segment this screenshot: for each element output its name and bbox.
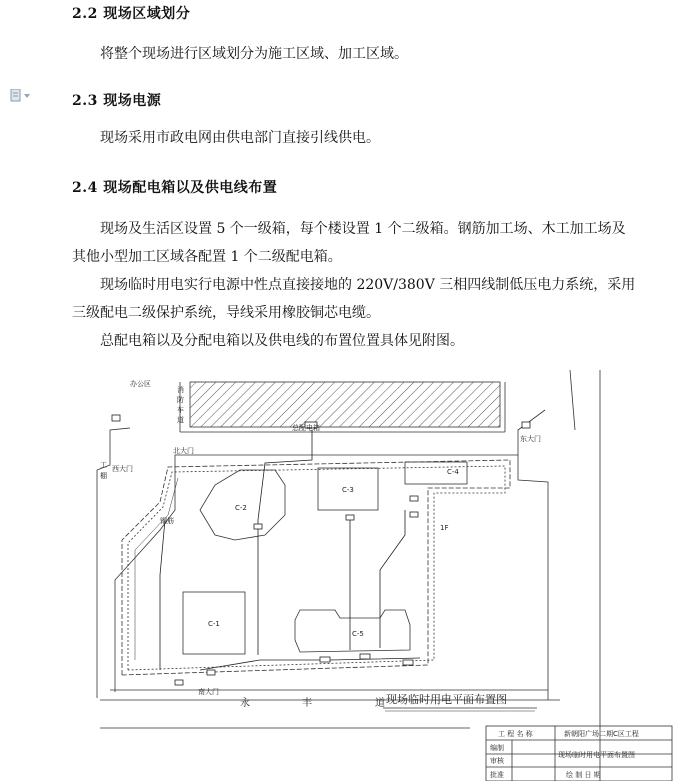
distribution-box bbox=[346, 515, 354, 520]
document-icon[interactable] bbox=[10, 89, 32, 103]
title-row-label: 审核 bbox=[490, 757, 504, 765]
distribution-box bbox=[207, 670, 215, 675]
label-work: 棚 bbox=[100, 472, 107, 480]
road-name: 永 bbox=[240, 698, 250, 709]
distribution-box bbox=[175, 680, 183, 685]
hatched-building-area bbox=[190, 382, 500, 427]
paragraph: 现场临时用电实行电源中性点直接接地的 220V/380V 三相四线制低压电力系统，采用 bbox=[100, 277, 636, 293]
title-project-name: 新朝阳广场二期C区工程 bbox=[564, 730, 639, 738]
road-name: 丰 bbox=[302, 698, 312, 709]
title-row-label: 编制 bbox=[490, 744, 504, 752]
title-date-label: 绘 制 日 期 bbox=[566, 771, 601, 779]
label-steel: 钢筋 bbox=[160, 517, 174, 525]
distribution-box bbox=[410, 496, 418, 501]
title-project-label: 工 程 名 称 bbox=[498, 730, 533, 738]
heading-2-4: 2.4 现场配电箱以及供电线布置 bbox=[72, 180, 278, 196]
distribution-box bbox=[360, 654, 370, 659]
label-fire-road: 道 bbox=[177, 416, 184, 424]
label-c3: C-3 bbox=[342, 486, 354, 494]
paragraph: 将整个现场进行区域划分为施工区域、加工区域。 bbox=[100, 46, 408, 62]
paragraph: 总配电箱以及分配电箱以及供电线的布置位置具体见附图。 bbox=[100, 333, 464, 349]
label-main-box: 总配电箱 bbox=[292, 424, 320, 432]
paragraph: 现场采用市政电网由供电部门直接引线供电。 bbox=[100, 130, 380, 146]
label-west-gate: 西大门 bbox=[112, 465, 133, 473]
distribution-box bbox=[254, 524, 262, 529]
label-c4: C-4 bbox=[447, 468, 459, 476]
title-row-label: 批准 bbox=[490, 771, 504, 779]
distribution-box bbox=[522, 422, 530, 428]
label-south-gate: 南大门 bbox=[198, 688, 219, 696]
distribution-box bbox=[403, 660, 413, 665]
label-c5: C-5 bbox=[352, 630, 364, 638]
chevron-down-icon bbox=[24, 94, 30, 98]
label-north-gate: 北大门 bbox=[173, 447, 194, 455]
distribution-box bbox=[112, 415, 120, 421]
label-east-gate: 东大门 bbox=[520, 435, 541, 443]
label-fire-road: 车 bbox=[177, 406, 184, 414]
label-c1: C-1 bbox=[208, 620, 220, 628]
distribution-box bbox=[410, 512, 418, 517]
paragraph: 现场及生活区设置 5 个一级箱，每个楼设置 1 个二级箱。钢筋加工场、木工加工场及 bbox=[100, 221, 626, 237]
label-1f: 1F bbox=[440, 524, 449, 532]
paragraph-continuation: 其他小型加工区域各配置 1 个二级配电箱。 bbox=[72, 249, 342, 265]
heading-2-2: 2.2 现场区域划分 bbox=[72, 6, 191, 22]
paragraph-continuation: 三级配电二级保护系统，导线采用橡胶铜芯电缆。 bbox=[72, 305, 380, 321]
label-c2: C-2 bbox=[235, 504, 247, 512]
site-electrical-layout-drawing bbox=[0, 370, 686, 781]
label-work: 工 bbox=[100, 461, 107, 469]
drawing-caption: 现场临时用电平面布置图 bbox=[386, 693, 507, 706]
label-office: 办公区 bbox=[130, 380, 151, 388]
heading-2-3: 2.3 现场电源 bbox=[72, 93, 162, 109]
road-name: 道 bbox=[375, 698, 385, 709]
distribution-box bbox=[320, 657, 330, 662]
label-fire-road: 消 bbox=[177, 386, 184, 394]
label-fire-road: 防 bbox=[177, 396, 184, 404]
title-drawing-name: 现场临时用电平面布置图 bbox=[558, 751, 635, 759]
